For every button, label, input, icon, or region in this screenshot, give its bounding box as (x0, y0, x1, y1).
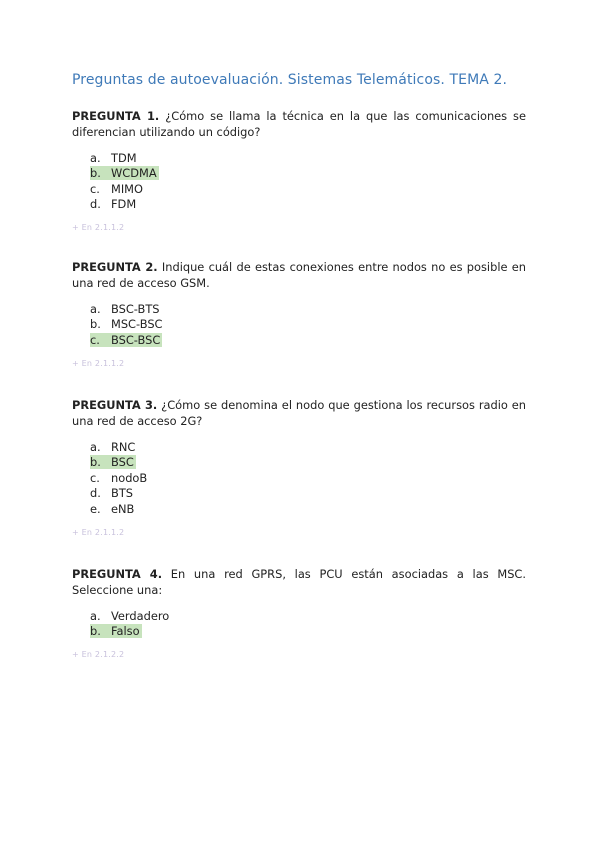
option-item (90, 197, 526, 213)
option-item (90, 181, 526, 197)
option-letter: c. (90, 181, 100, 196)
question-text (72, 566, 526, 598)
question-1 (72, 108, 526, 232)
question-text (72, 397, 526, 429)
option-letter: b. (90, 317, 101, 332)
option-item (90, 608, 526, 624)
option-letter: a. (90, 301, 101, 316)
option-text: WCDMA (111, 166, 157, 181)
option-item (90, 455, 526, 471)
question-body: Indique cuál de estas conexiones entre nodos no es posible en una red de acceso GSM. (72, 260, 526, 290)
question-label: PREGUNTA 3. (72, 398, 158, 412)
option-item (90, 624, 526, 640)
options-list (72, 150, 526, 212)
option-text: TDM (111, 150, 137, 165)
option-letter: b. (90, 166, 109, 180)
option-text: Falso (111, 624, 140, 639)
section-reference: + En 2.1.1.2 (72, 527, 125, 537)
question-body: ¿Cómo se denomina el nodo que gestiona los recursos radio en una red de acceso 2G? (72, 398, 527, 428)
question-body: ¿Cómo se llama la técnica en la que las comunicaciones se diferencian utilizando un código? (72, 109, 526, 139)
question-label: PREGUNTA 2. (72, 260, 158, 274)
option-letter: a. (90, 608, 101, 623)
question-3 (72, 397, 526, 537)
option-item (90, 332, 526, 348)
options-list (72, 301, 526, 348)
option-item (90, 439, 526, 455)
option-text: BSC-BTS (111, 301, 160, 316)
question-4 (72, 566, 526, 659)
option-item (90, 486, 526, 502)
option-text: nodoB (111, 470, 148, 485)
question-text (72, 108, 526, 140)
option-text: BSC (111, 455, 134, 470)
question-2 (72, 259, 526, 368)
option-item (90, 150, 526, 166)
option-item (90, 470, 526, 486)
document-title: Preguntas de autoevaluación. Sistemas Telemáticos. TEMA 2. (72, 72, 508, 88)
question-label: PREGUNTA 4. (72, 567, 163, 581)
option-text: RNC (111, 439, 136, 454)
option-letter: a. (90, 150, 101, 165)
option-text: MIMO (111, 181, 143, 196)
section-reference: + En 2.1.1.2 (72, 223, 125, 232)
option-item (90, 301, 526, 317)
option-text: FDM (111, 197, 137, 212)
option-item (90, 501, 526, 517)
option-text: Verdadero (111, 608, 170, 623)
section-reference: + En 2.1.1.2 (72, 358, 125, 368)
option-text: MSC-BSC (111, 317, 163, 332)
option-text: BSC-BSC (111, 332, 161, 347)
option-item (90, 166, 526, 182)
question-body: En una red GPRS, las PCU están asociadas a las MSC. Seleccione una: (72, 567, 526, 597)
option-item (90, 317, 526, 333)
question-label: PREGUNTA 1. (72, 109, 160, 123)
option-letter: c. (90, 470, 100, 485)
option-text: eNB (111, 501, 135, 516)
option-letter: a. (90, 439, 101, 454)
option-text: BTS (111, 486, 134, 501)
option-letter: c. (90, 333, 109, 347)
options-list (72, 608, 526, 639)
option-letter: d. (90, 197, 101, 212)
section-reference: + En 2.1.2.2 (72, 650, 125, 659)
option-letter: b. (90, 455, 109, 469)
question-text (72, 259, 526, 291)
option-letter: b. (90, 624, 109, 638)
option-letter: e. (90, 501, 101, 516)
options-list (72, 439, 526, 517)
option-letter: d. (90, 486, 101, 501)
